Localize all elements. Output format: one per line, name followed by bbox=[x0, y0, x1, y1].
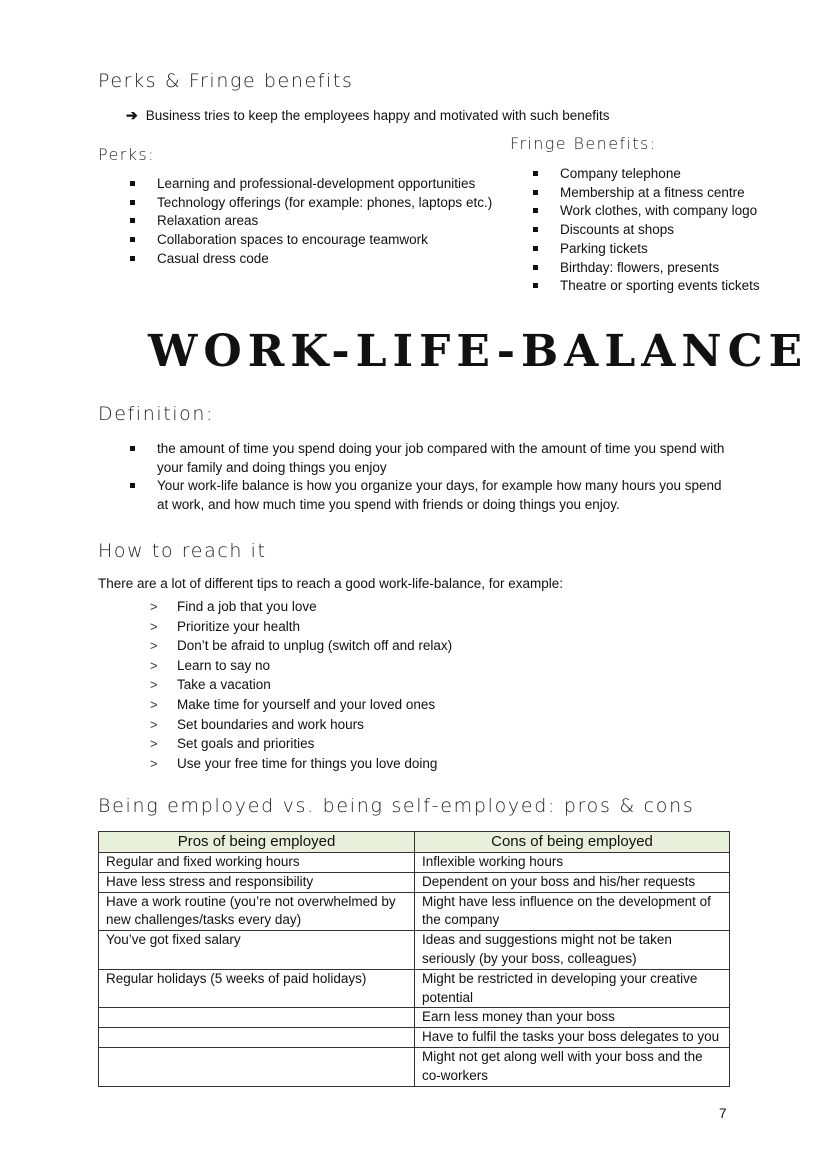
list-item: > Don’t be afraid to unplug (switch off and relax) bbox=[150, 636, 452, 656]
arrow-right-icon: ➔ bbox=[126, 107, 138, 123]
page-number: 7 bbox=[719, 1106, 727, 1121]
square-bullet-icon bbox=[533, 208, 538, 213]
table-row bbox=[99, 853, 730, 873]
pro-cell: Have a work routine (you’re not overwhelmed by new challenges/tasks every day) bbox=[99, 892, 415, 931]
list-item: Your work-life balance is how you organize your days, for example how many hours you spend at work, and how much time you spend with friends or doing things you enjoy. bbox=[130, 477, 730, 514]
greater-than-icon: > bbox=[150, 716, 158, 732]
square-bullet-icon bbox=[130, 483, 135, 488]
perks-heading: Perks: bbox=[98, 145, 155, 164]
greater-than-icon: > bbox=[150, 599, 158, 614]
cons-column-header: Cons of being employed bbox=[415, 832, 730, 853]
con-cell: Might be restricted in developing your creative potential bbox=[415, 969, 730, 1008]
comparison-heading: Being employed vs. being self-employed: pros & cons bbox=[98, 795, 695, 817]
list-item: Relaxation areas bbox=[130, 212, 492, 231]
list-item: > Set goals and priorities bbox=[150, 734, 452, 754]
table-row bbox=[99, 892, 730, 931]
list-item: > Make time for yourself and your loved ones bbox=[150, 695, 452, 715]
greater-than-icon: > bbox=[150, 618, 158, 634]
table-header-row bbox=[99, 832, 730, 853]
pros-cons-table bbox=[98, 831, 730, 1087]
pro-cell bbox=[99, 1047, 415, 1086]
perks-note bbox=[126, 107, 610, 124]
list-item: > Take a vacation bbox=[150, 675, 452, 695]
list-item: > Use your free time for things you love doing bbox=[150, 754, 452, 774]
how-to-reach-heading: How to reach it bbox=[98, 540, 267, 562]
definition-list bbox=[130, 440, 730, 515]
con-cell: Have to fulfil the tasks your boss delegates to you bbox=[415, 1028, 730, 1048]
pro-cell: You’ve got fixed salary bbox=[99, 931, 415, 970]
page-title: WORK-LIFE-BALANCE bbox=[148, 326, 809, 377]
list-item: Learning and professional-development opportunities bbox=[130, 175, 492, 194]
pro-cell bbox=[99, 1028, 415, 1048]
fringe-list bbox=[533, 165, 760, 296]
square-bullet-icon bbox=[533, 283, 538, 288]
perks-note-text: Business tries to keep the employees happy and motivated with such benefits bbox=[145, 108, 610, 123]
square-bullet-icon bbox=[130, 200, 135, 205]
list-item: Casual dress code bbox=[130, 250, 492, 269]
reach-intro: There are a lot of different tips to reach a good work-life-balance, for example: bbox=[98, 576, 563, 591]
greater-than-icon: > bbox=[150, 696, 158, 712]
fringe-heading: Fringe Benefits: bbox=[510, 134, 657, 153]
list-item: Theatre or sporting events tickets bbox=[533, 277, 760, 296]
square-bullet-icon bbox=[130, 256, 135, 261]
pro-cell: Regular holidays (5 weeks of paid holidays) bbox=[99, 969, 415, 1008]
pro-cell: Have less stress and responsibility bbox=[99, 872, 415, 892]
square-bullet-icon bbox=[130, 237, 135, 242]
con-cell: Might not get along well with your boss and the co-workers bbox=[415, 1047, 730, 1086]
definition-heading: Definition: bbox=[98, 403, 215, 425]
list-item: Work clothes, with company logo bbox=[533, 202, 760, 221]
list-item: Collaboration spaces to encourage teamwork bbox=[130, 231, 492, 250]
list-item: Technology offerings (for example: phones, laptops etc.) bbox=[130, 194, 492, 213]
greater-than-icon: > bbox=[150, 736, 158, 752]
square-bullet-icon bbox=[533, 190, 538, 195]
pro-cell: Regular and fixed working hours bbox=[99, 853, 415, 873]
list-item: the amount of time you spend doing your job compared with the amount of time you spend with your family and doing things you enjoy bbox=[130, 440, 730, 477]
con-cell: Might have less influence on the development of the company bbox=[415, 892, 730, 931]
square-bullet-icon bbox=[130, 446, 135, 451]
list-item: > Set boundaries and work hours bbox=[150, 715, 452, 735]
greater-than-icon: > bbox=[150, 638, 158, 654]
con-cell: Dependent on your boss and his/her requests bbox=[415, 872, 730, 892]
table-row bbox=[99, 1028, 730, 1048]
square-bullet-icon bbox=[533, 227, 538, 232]
table-row bbox=[99, 931, 730, 970]
square-bullet-icon bbox=[533, 246, 538, 251]
list-item: Company telephone bbox=[533, 165, 760, 184]
pro-cell bbox=[99, 1008, 415, 1028]
list-item: > Learn to say no bbox=[150, 656, 452, 676]
square-bullet-icon bbox=[130, 181, 135, 186]
list-item: Parking tickets bbox=[533, 240, 760, 259]
greater-than-icon: > bbox=[150, 677, 158, 693]
con-cell: Ideas and suggestions might not be taken seriously (by your boss, colleagues) bbox=[415, 931, 730, 970]
con-cell: Earn less money than your boss bbox=[415, 1008, 730, 1028]
greater-than-icon: > bbox=[150, 657, 158, 673]
pros-column-header: Pros of being employed bbox=[99, 832, 415, 853]
square-bullet-icon bbox=[533, 265, 538, 270]
perks-fringe-heading: Perks & Fringe benefits bbox=[98, 70, 354, 92]
list-item: Membership at a fitness centre bbox=[533, 184, 760, 203]
list-item: Discounts at shops bbox=[533, 221, 760, 240]
square-bullet-icon bbox=[533, 171, 538, 176]
table-row bbox=[99, 1047, 730, 1086]
tips-list bbox=[150, 597, 452, 773]
list-item: > Find a job that you love bbox=[150, 597, 452, 617]
con-cell: Inflexible working hours bbox=[415, 853, 730, 873]
greater-than-icon: > bbox=[150, 755, 158, 771]
list-item: Birthday: flowers, presents bbox=[533, 259, 760, 278]
table-row bbox=[99, 1008, 730, 1028]
table-row bbox=[99, 969, 730, 1008]
perks-list bbox=[130, 175, 492, 269]
square-bullet-icon bbox=[130, 218, 135, 223]
table-row bbox=[99, 872, 730, 892]
list-item: > Prioritize your health bbox=[150, 617, 452, 637]
